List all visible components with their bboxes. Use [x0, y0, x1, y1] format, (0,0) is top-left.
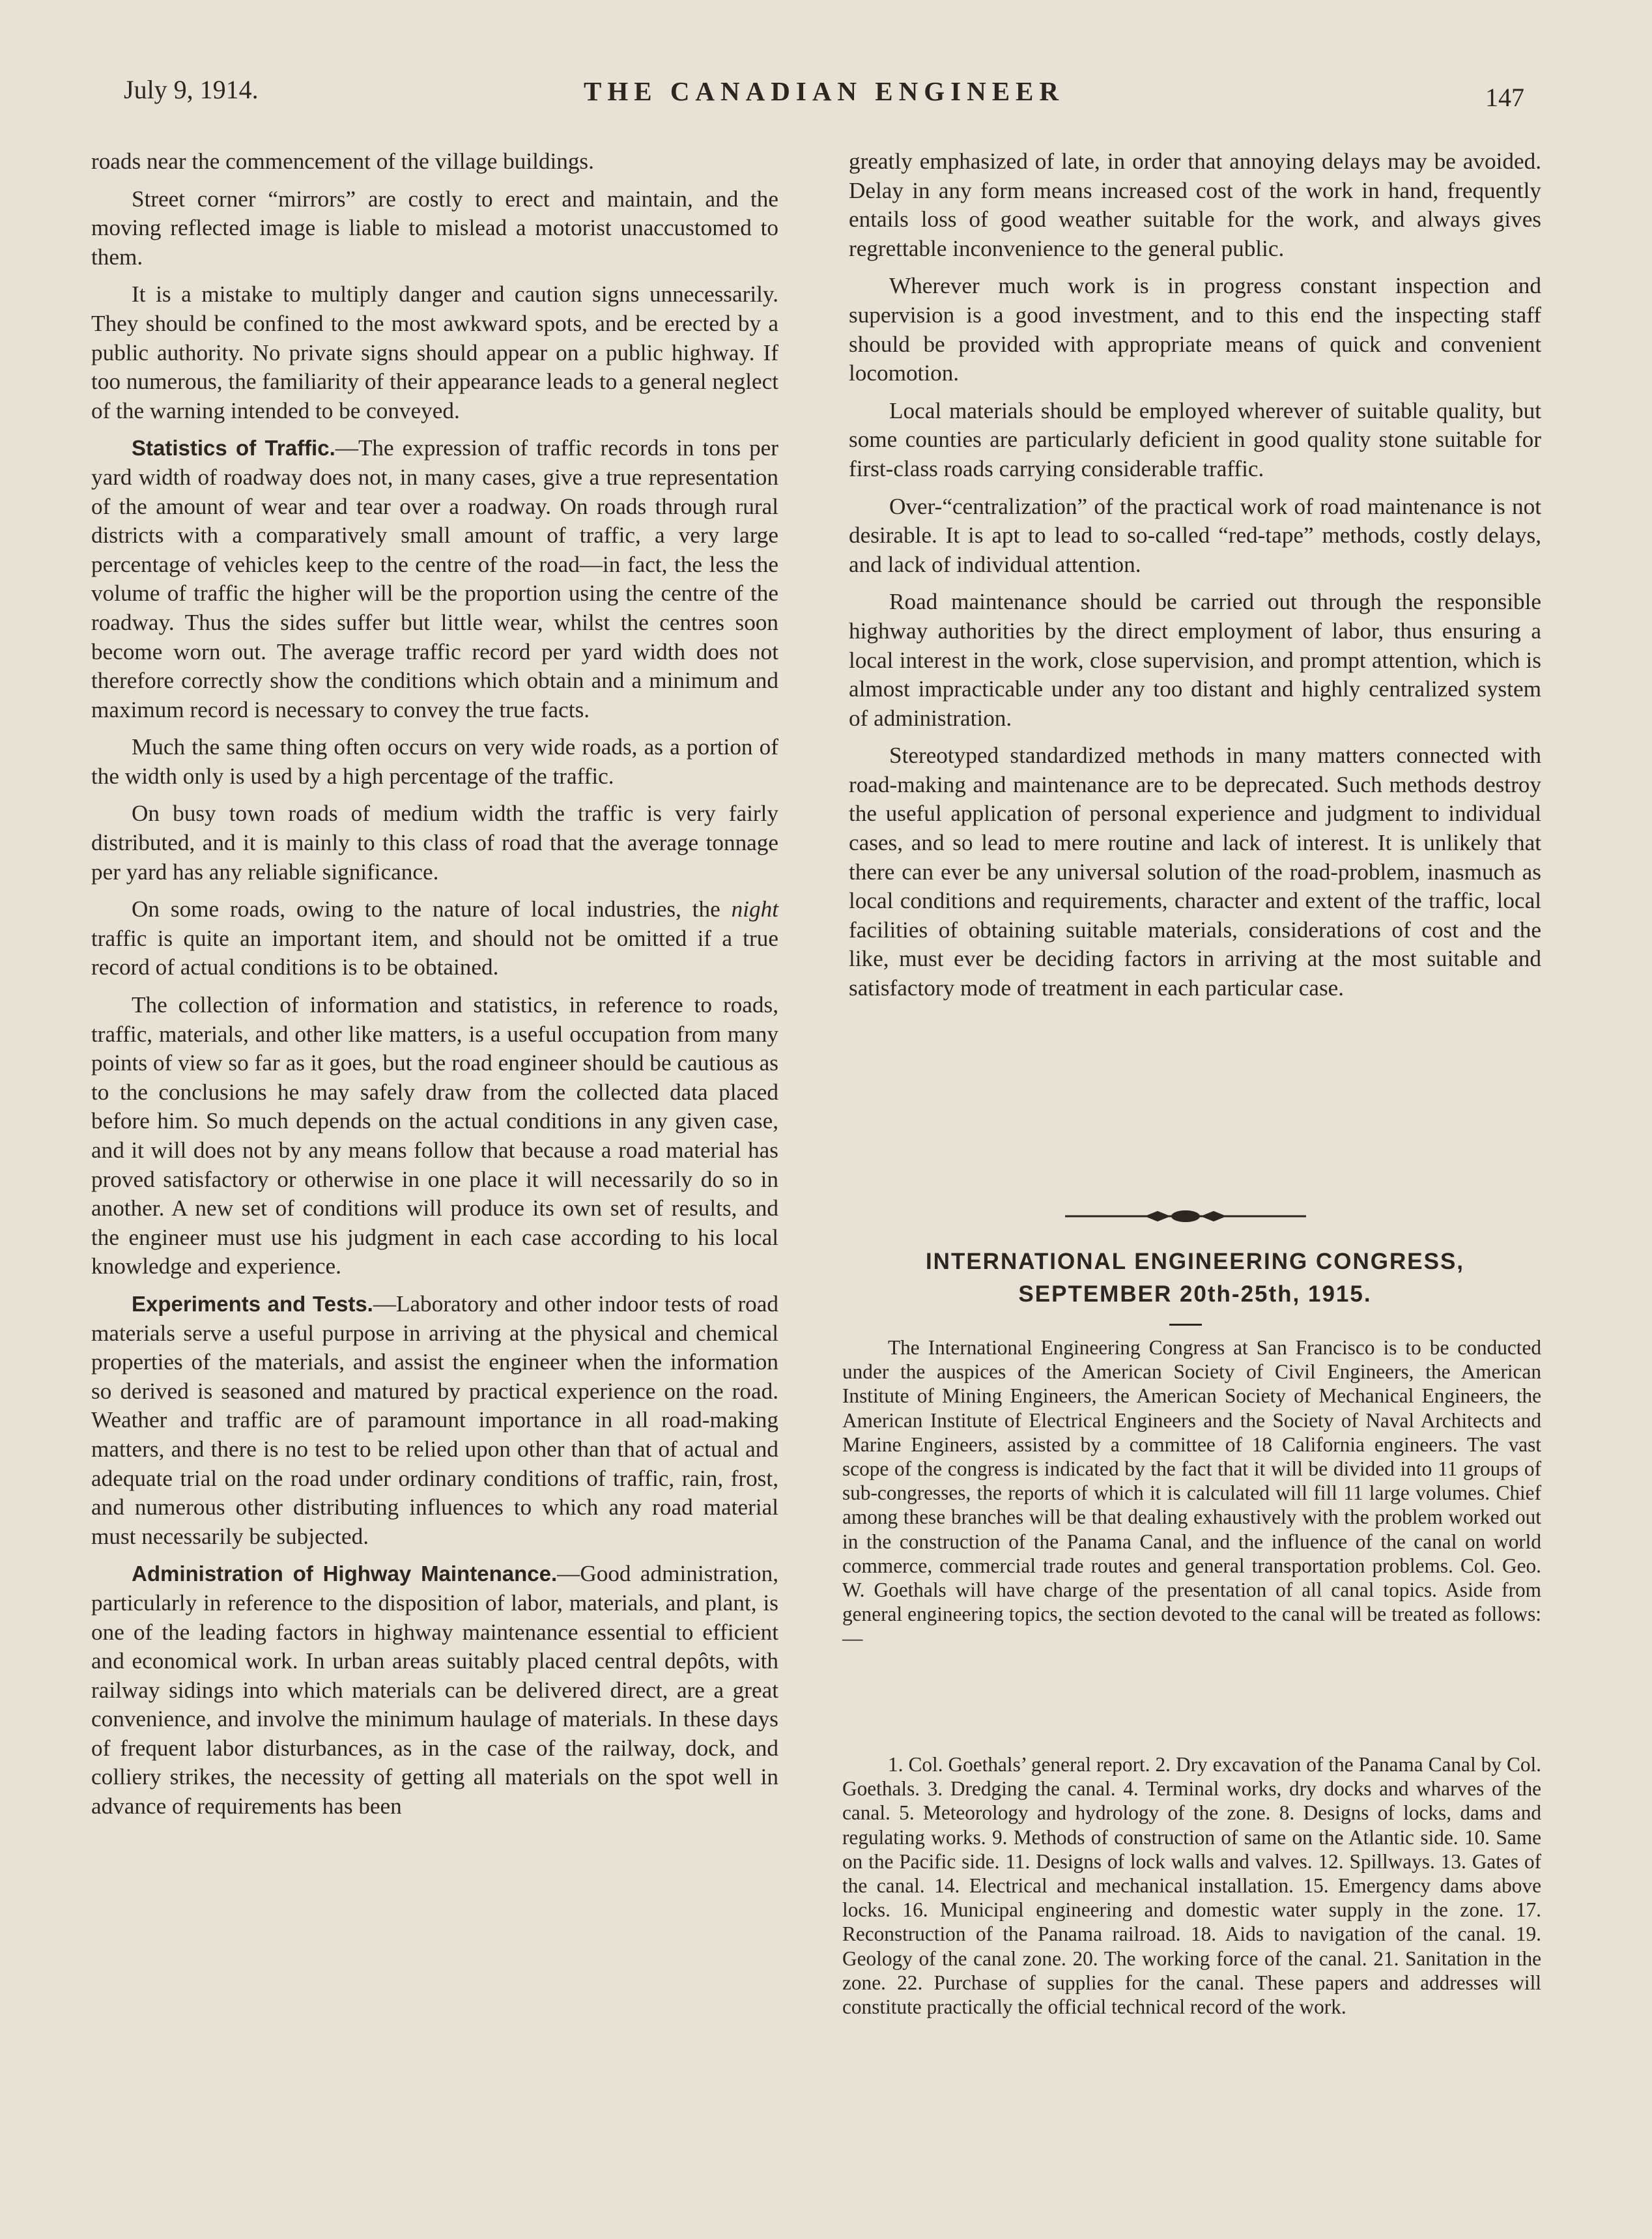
paragraph: Street corner “mirrors” are costly to erect and maintain, and the moving reflected image is liable to mislead a motorist unaccustomed to them. — [91, 186, 778, 270]
paragraph: Over-“centralization” of the practical work of road maintenance is not desirable. It is apt to lead to so-called “red-tape” methods, costly delays, and lack of individual attention. — [849, 493, 1541, 577]
paragraph: Much the same thing often occurs on very wide roads, as a portion of the width only is used by a high percentage of the traffic. — [91, 734, 778, 789]
paragraph: Administration of Highway Maintenance.—Good administration, particularly in reference to the disposition of labor, materials, and plant, is one of the leading factors in highway maintenance essential to efficient and economical work. In urban areas suitably placed central depôts, with railway sidings into which materials can be delivered direct, are a great convenience, and involve the minimum haulage of materials. In these days of frequent labor disturbances, as in the case of the railway, dock, and colliery strikes, the necessity of getting all materials on the spot well in advance of requirements has been — [91, 1561, 779, 1819]
section-heading: Statistics of Traffic. — [132, 436, 335, 461]
congress-intro — [842, 1335, 1541, 1651]
page-header — [124, 63, 1524, 121]
paragraph: Experiments and Tests.—Laboratory and other indoor tests of road materials serve a useful purpose in arriving at the physical and chemical properties of the materials, and assist the engineer when the information so derived is seasoned and matured by practical experience on the road. Weather and traffic are of paramount importance in all road-making matters, and there is no test to be relied upon other than that of actual and adequate trial on the road under ordinary conditions of traffic, rain, frost, and numerous other distributing influences to which any road material must necessarily be subjected. — [91, 1291, 778, 1549]
paragraph: It is a mistake to multiply danger and caution signs unnecessarily. They should be confined to the most awkward spots, and be erected by a public authority. No private signs should appear on a public highway. If too numerous, the familiarity of their appearance leads to a general neglect of the warning intended to be conveyed. — [91, 281, 778, 423]
paragraph: 1. Col. Goethals’ general report. 2. Dry excavation of the Panama Canal by Col. Goethals. 3. Dredging the canal. 4. Terminal works, dry docks and wharves of the canal. 5. Meteorology and hydrology of the zone. 8. Designs of locks, dams and regulating works. 9. Methods of construction of same on the Atlantic side. 10. Same on the Pacific side. 11. Designs of lock walls and valves. 12. Spillways. 13. Gates of the canal. 14. Electrical and mechanical installation. 15. Emergency dams above locks. 16. Municipal engineering and domestic water supply in the zone. 17. Reconstruction of the Panama railroad. 18. Aids to navigation of the canal. 19. Geology of the canal zone. 20. The working force of the canal. 21. Sanitation in the zone. 22. Purchase of supplies for the canal. These papers and addresses will constitute practically the official technical record of the work. — [842, 1753, 1541, 2019]
paragraph: Statistics of Traffic.—The expression of traffic records in tons per yard width of roadway does not, in many cases, give a true representation of the amount of wear and tear over a roadway. On roads through rural districts with a comparatively small amount of traffic, a very large percentage of vehicles keep to the centre of the road—in fact, the less the volume of traffic the higher will be the proportion using the centre of the roadway. Thus the sides suffer but little wear, whilst the centres soon become worn out. The average traffic record per yard width does not therefore correctly show the conditions which obtain and a minimum and maximum record is necessary to convey the true facts. — [91, 435, 778, 722]
paragraph: The International Engineering Congress at San Francisco is to be conducted under the auspices of the American Society of Civil Engineers, the American Institute of Mining Engineers, the American Society of Mechanical Engineers, the American Institute of Electrical Engineers and the Society of Naval Architects and Marine Engineers, assisted by a committee of 18 California engineers. The vast scope of the congress is indicated by the fact that it will be divided into 11 groups of sub-congresses, the reports of which it is calculated will fill 11 large volumes. Chief among these branches will be that dealing exhaustively with the problem worked out in the construction of the Panama Canal, and the influence of the canal on world commerce, commercial trade routes and general transportation problems. Col. Geo. W. Goethals will have charge of the presentation of all canal topics. Aside from general engineering topics, the section devoted to the canal will be treated as follows:— — [842, 1336, 1541, 1650]
paragraph: Wherever much work is in progress constant inspection and supervision is a good investment, and to this end the inspecting staff should be provided with appropriate means of quick and convenient locomotion. — [849, 273, 1541, 386]
paragraph: On busy town roads of medium width the traffic is very fairly distributed, and it is mainly to this class of road that the average tonnage per yard has any reliable significance. — [91, 801, 778, 885]
left-column — [91, 147, 778, 1821]
title-rule — [1169, 1324, 1202, 1326]
issue-date: July 9, 1914. — [124, 75, 259, 104]
page-number: 147 — [1485, 83, 1524, 112]
paragraph: Local materials should be employed wherever of suitable quality, but some counties are particularly deficient in good quality stone suitable for first-class roads carrying considerable traffic. — [849, 397, 1541, 481]
section-divider-ornament — [1065, 1208, 1306, 1224]
congress-topics — [842, 1752, 1541, 2019]
right-column — [849, 147, 1541, 1003]
paragraph: On some roads, owing to the nature of local industries, the night traffic is quite an important item, and should not be omitted if a true record of actual conditions is to be obtained. — [91, 896, 778, 980]
paragraph: Road maintenance should be carried out through the responsible highway authorities by the direct employment of labor, thus ensuring a local interest in the work, close supervision, and prompt attention, which is almost impracticable under any too distant and highly centralized system of administration. — [849, 589, 1541, 731]
section-heading: Administration of Highway Maintenance. — [132, 1562, 558, 1586]
paragraph: roads near the commencement of the village buildings. — [91, 149, 594, 174]
article-title: INTERNATIONAL ENGINEERING CONGRESS, SEPTEMBER 20th-25th, 1915. — [925, 1249, 1465, 1307]
paragraph: greatly emphasized of late, in order that annoying delays may be avoided. Delay in any form means increased cost of the work in hand, frequently entails loss of good weather suitable for the work, and always gives regrettable inconvenience to the general public. — [849, 149, 1541, 261]
journal-title: THE CANADIAN ENGINEER — [583, 76, 1064, 106]
section-heading: Experiments and Tests. — [132, 1291, 373, 1316]
paragraph: Stereotyped standardized methods in many matters connected with road-making and maintenance are to be deprecated. Such methods destroy the useful application of personal experience and judgment to individual cases, and so lead to mere routine and lack of interest. It is unlikely that there can ever be any universal solution of the road-problem, inasmuch as local conditions and requirements, character and extent of the traffic, local facilities of obtaining suitable materials, considerations of cost and the like, must ever be deciding factors in arriving at the most suitable and satisfactory mode of treatment in each particular case. — [849, 743, 1541, 1001]
paragraph: The collection of information and statistics, in reference to roads, traffic, materials, and other like matters, is a useful occupation from many points of view so far as it goes, but the road engineer should be cautious as to the conclusions he may safely draw from the collected data placed before him. So much depends on the actual conditions in any given case, and it will does not by any means follow that because a road material has proved satisfactory or otherwise in one place it will necessarily do so in another. A new set of conditions will produce its own set of results, and the engineer must use his judgment in each case according to his local knowledge and experience. — [91, 992, 778, 1279]
